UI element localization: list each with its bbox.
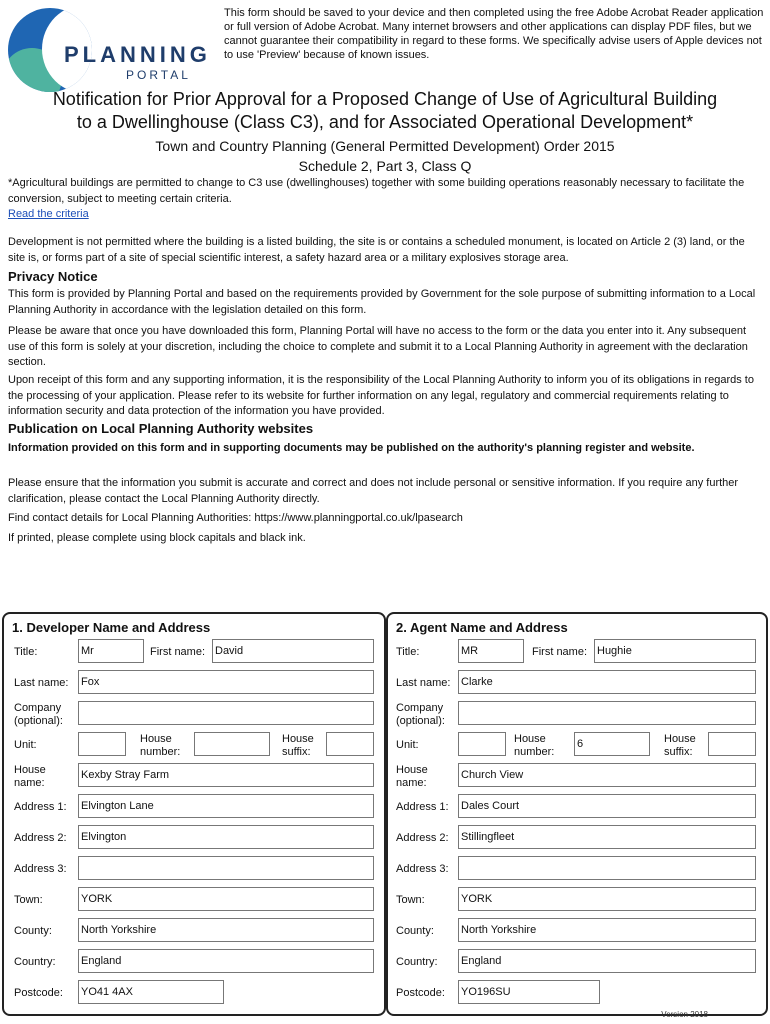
address3-label: Address 3: xyxy=(396,863,449,875)
developer-first-name-field[interactable]: David xyxy=(212,639,374,663)
logo-text-planning: PLANNING xyxy=(64,42,211,67)
lpa-contact-text: Find contact details for Local Planning Authorities: https://www.planningportal.co.uk/lpasearch xyxy=(8,512,463,524)
agent-house-number-field[interactable]: 6 xyxy=(574,732,650,756)
agent-house-name-field[interactable]: Church View xyxy=(458,763,756,787)
postcode-label: Postcode: xyxy=(14,987,63,999)
agent-address1-field[interactable]: Dales Court xyxy=(458,794,756,818)
privacy-para-3: Upon receipt of this form and any supporting information, it is the responsibility of the Local Planning Authority to inform you of its obligations in regards to the processing of your application. Please refer to its website for further information on any legal, regulatory and commercial requirements relating to information security and data protection of the information you have provided. xyxy=(8,374,754,417)
developer-address3-field[interactable] xyxy=(78,856,374,880)
address2-label: Address 2: xyxy=(396,832,449,844)
agent-last-name-field[interactable]: Clarke xyxy=(458,670,756,694)
planning-portal-logo xyxy=(8,8,211,88)
agent-house-suffix-field[interactable] xyxy=(708,732,756,756)
agent-country-field[interactable]: England xyxy=(458,949,756,973)
form-subtitle xyxy=(0,136,770,176)
agent-unit-field[interactable] xyxy=(458,732,506,756)
county-label: County: xyxy=(14,925,52,937)
developer-company-field[interactable] xyxy=(78,701,374,725)
print-instruction: If printed, please complete using block capitals and black ink. xyxy=(8,532,306,544)
developer-postcode-field[interactable]: YO41 4AX xyxy=(78,980,224,1004)
agent-address2-field[interactable]: Stillingfleet xyxy=(458,825,756,849)
house-number-label: House number: xyxy=(514,733,555,758)
privacy-heading: Privacy Notice xyxy=(8,269,98,284)
form-title-line1: Notification for Prior Approval for a Proposed Change of Use of Agricultural Building xyxy=(52,89,718,109)
software-notice: This form should be saved to your device and then completed using the free Adobe Acrobat Reader application or full version of Adobe Acrobat. Many internet browsers and other applications can display PDF files, but we cannot guarantee their compatibility in regard to these forms. We specifically advise users of Apple devices not to use 'Preview' because of known issues. xyxy=(224,7,764,61)
restriction-text: Development is not permitted where the building is a listed building, the site is or contains a scheduled monument, is located on Article 2 (3) land, or the site is, or forms part of a site of special scientific interest, a safety hazard area or a military explosives storage area. xyxy=(8,236,745,264)
address1-label: Address 1: xyxy=(396,801,449,813)
agent-town-field[interactable]: YORK xyxy=(458,887,756,911)
agent-postcode-field[interactable]: YO196SU xyxy=(458,980,600,1004)
developer-county-field[interactable]: North Yorkshire xyxy=(78,918,374,942)
unit-label: Unit: xyxy=(396,739,419,751)
town-label: Town: xyxy=(396,894,425,906)
company-label: Company (optional): xyxy=(14,702,63,727)
developer-address2-field[interactable]: Elvington xyxy=(78,825,374,849)
developer-unit-field[interactable] xyxy=(78,732,126,756)
developer-last-name-field[interactable]: Fox xyxy=(78,670,374,694)
agent-county-field[interactable]: North Yorkshire xyxy=(458,918,756,942)
country-label: Country: xyxy=(396,956,438,968)
house-name-label: House name: xyxy=(14,764,46,789)
first-name-label: First name: xyxy=(532,646,588,658)
developer-section xyxy=(2,612,386,1016)
developer-town-field[interactable]: YORK xyxy=(78,887,374,911)
developer-title-field[interactable]: Mr xyxy=(78,639,144,663)
agent-section xyxy=(386,612,768,1016)
developer-country-field[interactable]: England xyxy=(78,949,374,973)
address1-label: Address 1: xyxy=(14,801,67,813)
house-name-label: House name: xyxy=(396,764,428,789)
privacy-para-1: This form is provided by Planning Portal and based on the requirements provided by Government for the sole purpose of submitting information to a Local Planning Authority in accordance with the legislation detailed on this form. xyxy=(8,288,756,316)
class-q-footnote: *Agricultural buildings are permitted to change to C3 use (dwellinghouses) together with some building operations reasonably necessary to facilitate the conversion, subject to meeting certain criteria. xyxy=(8,177,745,205)
form-title xyxy=(0,88,770,134)
privacy-para-2: Please be aware that once you have downloaded this form, Planning Portal will have no access to the form or the data you enter into it. Any subsequent use of this form is solely at your discretion, including the choice to complete and submit it to a Local Planning Authority in agreement with the declaration section. xyxy=(8,325,748,368)
agent-first-name-field[interactable]: Hughie xyxy=(594,639,756,663)
country-label: Country: xyxy=(14,956,56,968)
last-name-label: Last name: xyxy=(396,677,451,689)
publication-para-1: Please ensure that the information you submit is accurate and correct and does not include personal or sensitive information. If you require any further clarification, please contact the Local Planning Authority directly. xyxy=(8,477,739,505)
logo-text-portal: PORTAL xyxy=(126,68,191,82)
town-label: Town: xyxy=(14,894,43,906)
developer-address1-field[interactable]: Elvington Lane xyxy=(78,794,374,818)
address2-label: Address 2: xyxy=(14,832,67,844)
house-number-label: House number: xyxy=(140,733,181,758)
title-label: Title: xyxy=(396,646,420,658)
agent-heading: 2. Agent Name and Address xyxy=(396,620,568,635)
last-name-label: Last name: xyxy=(14,677,69,689)
house-suffix-label: House suffix: xyxy=(282,733,314,758)
version-label: Version 2018 xyxy=(661,1010,708,1019)
developer-house-suffix-field[interactable] xyxy=(326,732,374,756)
address3-label: Address 3: xyxy=(14,863,67,875)
publication-warning: Information provided on this form and in supporting documents may be published on the authority's planning register and website. xyxy=(8,442,695,454)
title-label: Title: xyxy=(14,646,38,658)
agent-company-field[interactable] xyxy=(458,701,756,725)
form-title-line2: to a Dwellinghouse (Class C3), and for Associated Operational Development* xyxy=(76,112,694,132)
read-criteria-link[interactable]: Read the criteria xyxy=(8,208,89,220)
developer-house-name-field[interactable]: Kexby Stray Farm xyxy=(78,763,374,787)
agent-address3-field[interactable] xyxy=(458,856,756,880)
agent-title-field[interactable]: MR xyxy=(458,639,524,663)
developer-house-number-field[interactable] xyxy=(194,732,270,756)
legislation-title: Town and Country Planning (General Permitted Development) Order 2015 xyxy=(155,138,615,154)
unit-label: Unit: xyxy=(14,739,37,751)
developer-heading: 1. Developer Name and Address xyxy=(12,620,211,635)
first-name-label: First name: xyxy=(150,646,206,658)
county-label: County: xyxy=(396,925,434,937)
house-suffix-label: House suffix: xyxy=(664,733,696,758)
company-label: Company (optional): xyxy=(396,702,445,727)
postcode-label: Postcode: xyxy=(396,987,445,999)
publication-heading: Publication on Local Planning Authority websites xyxy=(8,421,314,436)
legislation-schedule: Schedule 2, Part 3, Class Q xyxy=(298,158,472,174)
